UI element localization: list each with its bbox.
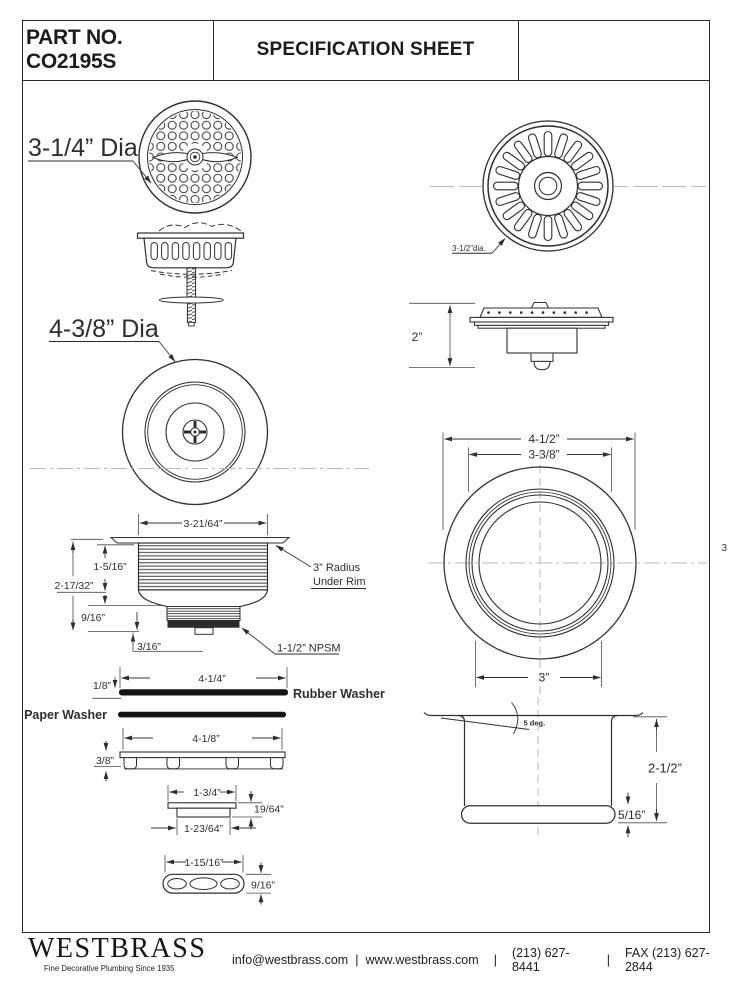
dim-assembly-height: 2” [411, 330, 423, 344]
dim-tab-height: 3/16” [137, 641, 161, 653]
dim-ring-outer: 4-1/2” [528, 432, 560, 446]
part-number: PART NO. CO2195S [26, 26, 123, 73]
paper-washer [118, 712, 286, 718]
page-title: SPECIFICATION SHEET [256, 39, 475, 60]
contact-separator: | [493, 953, 497, 967]
gasket-view [163, 855, 275, 905]
dim-retainer-top-width: 1-3/4” [193, 787, 221, 799]
dim-ring-mid: 3-3/8” [528, 447, 560, 462]
dim-gasket-height: 9/16” [251, 879, 275, 892]
rubber-washer [119, 689, 288, 695]
contact-separator: | [606, 953, 610, 967]
dim-upper-height: 1-5/16” [93, 561, 127, 573]
contact-website: www.westbrass.com [365, 953, 479, 967]
margin-page-number: 3 [721, 543, 728, 554]
dim-body-width: 3-21/64” [183, 518, 223, 530]
dim-rubber-width: 4-1/4” [198, 673, 226, 685]
dim-cup-angle: 5 deg. [523, 718, 546, 728]
contact-fax: FAX (213) 627-2844 [624, 946, 710, 974]
retainer-view [151, 785, 284, 835]
washer-stack-view [24, 667, 385, 782]
radius-note-line1: 3” Radius [313, 562, 361, 574]
strainer-dia-callout [28, 134, 151, 183]
assembly-side-view [409, 303, 613, 370]
drain-face-view [430, 121, 706, 253]
cup-section-view [424, 697, 682, 840]
dim-cup-lip: 5/16” [618, 808, 646, 822]
flange-dia-callout [49, 315, 175, 362]
dim-neck-height: 9/16” [81, 612, 105, 624]
ring-face-view [428, 432, 707, 700]
dim-retainer-height: 19/64” [254, 803, 284, 816]
dim-friction-width: 4-1/8” [192, 733, 220, 745]
rubber-washer-label: Rubber Washer [293, 687, 385, 701]
dim-total-height: 2-17/32” [54, 580, 94, 592]
dim-washer-thickness: 1/8” [92, 680, 112, 692]
brand-logo: WESTBRASS [28, 933, 207, 964]
dim-gasket-width: 1-15/16” [184, 857, 224, 869]
contact-separator: | [355, 953, 359, 967]
dim-ring-inner: 3” [538, 670, 550, 685]
dim-retainer-bottom-width: 1-23/64” [183, 823, 224, 835]
dim-friction-height: 3/8” [95, 755, 115, 767]
contact-bar [232, 946, 730, 974]
radius-note-line2: Under Rim [313, 576, 366, 588]
drain-dia-label: 3-1/2”dia. [452, 244, 486, 253]
contact-phone: (213) 627-8441 [511, 946, 570, 974]
flange-face-view [123, 360, 268, 505]
basket-side-view [138, 223, 244, 326]
paper-washer-label: Paper Washer [24, 708, 107, 722]
strainer-face-view [139, 101, 251, 213]
thread-spec-label: 1-1/2” NPSM [277, 642, 341, 655]
thread-band [168, 621, 240, 628]
brand-tagline: Fine Decorative Plumbing Since 1935 [44, 964, 175, 973]
body-section-view [54, 514, 366, 655]
dim-cup-height: 2-1/2” [648, 760, 682, 776]
friction-washer [120, 752, 285, 769]
flange-dia-label: 4-3/8” Dia [49, 315, 159, 343]
strainer-dia-label: 3-1/4” Dia [28, 134, 138, 162]
contact-email: info@westbrass.com [232, 953, 349, 967]
